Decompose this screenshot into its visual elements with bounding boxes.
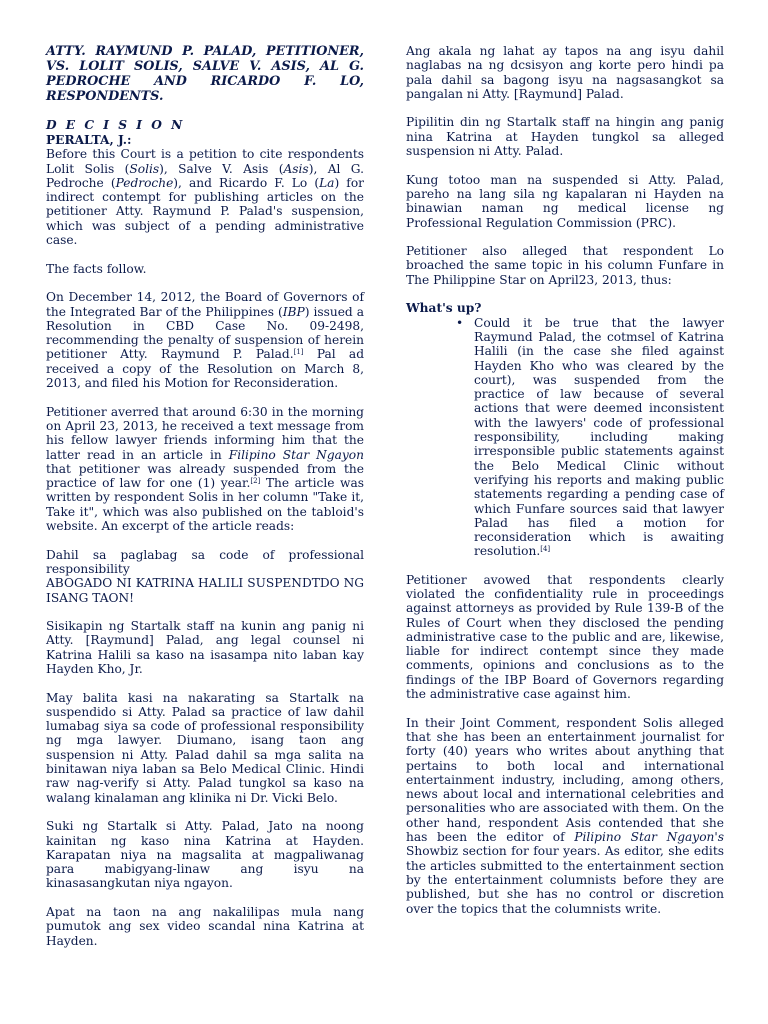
intro-paragraph: Before this Court is a petition to cite respondents Lolit Solis (Solis), Salve V. Asis (Asis), Al G. Pedroche (Pedroche), and Ricardo F. Lo (La) for indirect contempt for publishing articles on the petitioner Atty. Raymund P. Palad's suspension, which was subject of a pending administrative case. [46,147,364,248]
excerpt-paragraph: Kung totoo man na suspended si Atty. Palad, pareho na lang sila ng kapalaran ni Hayden na binawian naman ng medical license ng Professional Regulation Commission (PRC). [406,172,724,230]
list-item: • Could it be true that the lawyer Raymund Palad, the cotmsel of Katrina Halili (in the case she filed against Hayden Kho who was cleared by the court), was suspended from the practice of law because of several actions that were deemed inconsistent with the lawyers' code of professional responsibility, including making irresponsible public statements against the Belo Medical Clinic without verifying his reports and making public statements regarding a pending case of which Funfare sources said that lawyer Palad has filed a motion for reconsideration which is awaiting resolution.[4] [474,316,724,559]
confidentiality-paragraph: Petitioner avowed that respondents clearly violated the confidentiality rule in proceedings against attorneys as provided by Rule 139-B of the Rules of Court when they disclosed the pending administrative case to the public and are, likewise, liable for indirect contempt since they made comments, opinions and conclusions as to the findings of the IBP Board of Governors regarding the administrative case against him. [406,572,724,702]
excerpt-paragraph: Pipilitin din ng Startalk staff na hingin ang panig nina Katrina at Hayden tungkol sa alleged suspension ni Atty. Palad. [406,115,724,159]
excerpt-paragraph: May balita kasi na nakarating sa Startalk na suspendido si Atty. Palad sa practice of law dahil lumabag siya sa code of professional responsibility ng mga lawyer. Diumano, isang taon ang suspension ni Atty. Palad dahil sa mga salita na binitawan niya laban sa Belo Medical Clinic. Hindi raw nag-verify si Atty. Palad tungkol sa kaso na walang kinalaman ang klinika ni Dr. Vicki Belo. [46,690,364,805]
left-column [46,44,364,962]
excerpt-paragraph: Sisikapin ng Startalk staff na kunin ang panig ni Atty. [Raymund] Palad, ang legal counsel ni Katrina Halili sa kaso na isasampa nito laban kay Hayden Kho, Jr. [46,619,364,676]
ponente: PERALTA, J.: [46,133,132,147]
excerpt-headline: Dahil sa paglabag sa code of professional responsibility ABOGADO NI KATRINA HALILI SUSPENDTDO NG ISANG TAON! [46,547,364,605]
article-excerpt [46,548,364,948]
footnote-ref[interactable]: [4] [540,545,551,554]
excerpt-paragraph: Suki ng Startalk si Atty. Palad, Jato na noong kainitan ng kaso nina Katrina at Hayden. Karapatan niya na magsalita at magpaliwanag para mabigyang-linaw ang isyu na kinasasangkutan niya ngayon. [46,819,364,891]
decision-label: D E C I S I O N [46,118,185,132]
facts-intro: The facts follow. [46,261,147,276]
funfare-paragraph: Petitioner also alleged that respondent Lo broached the same topic in his column Funfare in The Philippine Star on April23, 2013, thus: [406,244,724,287]
footnote-ref[interactable]: [1] [293,348,304,357]
case-caption: ATTY. RAYMUND P. PALAD, PETITIONER, VS. LOLIT SOLIS, SALVE V. ASIS, AL G. PEDROCHE AND RICARDO F. LO, RESPONDENTS. [46,44,364,104]
whats-up-heading: What's up? [406,301,482,316]
excerpt-paragraph: Ang akala ng lahat ay tapos na ang isyu dahil naglabas na ng dcsisyon ang korte pero hindi pa pala dahil sa bagong isyu na nagsasangkot sa pangalan ni Atty. [Raymund] Palad. [406,44,724,101]
text-message-paragraph: Petitioner averred that around 6:30 in the morning on April 23, 2013, he received a text message from his fellow lawyer friends informing him that the latter read in an article in Filipino Star Ngayon that petitioner was already suspended from the practice of law for one (1) year.[2] The article was written by respondent Solis in her column "Take it, Take it", which was also published on the tabloid's website. An excerpt of the article reads: [46,404,364,534]
ibp-resolution-paragraph: On December 14, 2012, the Board of Governors of the Integrated Bar of the Philippines (IBP) issued a Resolution in CBD Case No. 09-2498, recommending the penalty of suspension of herein petitioner Atty. Raymund P. Palad.[1] Pal ad received a copy of the Resolution on March 8, 2013, and filed his Motion for Reconsideration. [46,290,365,391]
excerpt-paragraph: Apat na taon na ang nakalilipas mula nang pumutok ang sex video scandal nina Katrina at Hayden. [46,905,364,948]
right-column [406,44,724,930]
footnote-ref[interactable]: [2] [250,477,261,486]
joint-comment-paragraph: In their Joint Comment, respondent Solis alleged that she has been an entertainment journalist for forty (40) years who writes about anything that pertains to both local and international entertainment industry, including, among others, news about local and international celebrities and personalities who are associated with them. On the other hand, respondent Asis contended that she has been the editor of Pilipino Star Ngayon's Showbiz section for four years. As editor, she edits the articles submitted to the entertainment section by the entertainment columnists before they are published, but she has no control or discretion over the topics that the columnists write. [406,715,724,916]
bullet-list [406,316,724,559]
